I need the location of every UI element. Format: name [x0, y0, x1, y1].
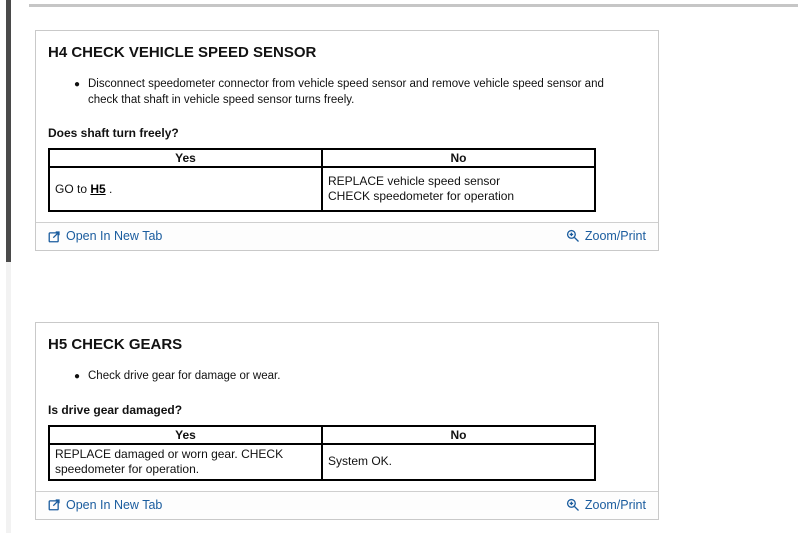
table-cell-yes [49, 444, 322, 480]
h5-reference-link[interactable]: H5 [90, 182, 106, 197]
zoom-print-label: Zoom/Print [584, 497, 646, 512]
bullet-icon: ● [74, 79, 81, 90]
open-in-new-tab-link[interactable] [48, 229, 162, 243]
cell-line: speedometer for operation. [55, 461, 200, 476]
open-in-new-tab-label: Open In New Tab [66, 497, 163, 512]
table-header-no: No [322, 426, 595, 444]
cell-line: REPLACE damaged or worn gear. CHECK [55, 446, 284, 461]
table-header-yes: Yes [49, 149, 322, 167]
procedure-card-h5 [35, 322, 659, 520]
card-title: H5 CHECK GEARS [48, 336, 183, 353]
cell-line: System OK. [328, 454, 393, 469]
bullet-item [74, 369, 637, 385]
table-header-yes: Yes [49, 426, 322, 444]
cell-line: REPLACE vehicle speed sensor [328, 174, 501, 189]
table-cell-no [322, 444, 595, 480]
bullet-text: Disconnect speedometer connector from vehicle speed sensor and remove vehicle speed sensor and check that shaft in vehicle speed sensor turns freely. [88, 78, 604, 106]
decision-table [48, 425, 596, 481]
bullet-item [74, 77, 637, 108]
card-title: H4 CHECK VEHICLE SPEED SENSOR [48, 44, 317, 61]
card-footer [36, 222, 658, 250]
zoom-print-label: Zoom/Print [584, 229, 646, 244]
question-text: Does shaft turn freely? [48, 126, 179, 141]
procedure-card-h4 [35, 30, 659, 251]
card-footer [36, 491, 658, 519]
zoom-print-link[interactable] [566, 498, 646, 512]
open-in-new-tab-icon [48, 230, 61, 243]
cell-line: CHECK speedometer for operation [328, 189, 515, 204]
question-text: Is drive gear damaged? [48, 402, 183, 417]
decision-table [48, 148, 596, 212]
open-in-new-tab-label: Open In New Tab [66, 229, 163, 244]
zoom-print-link[interactable] [566, 229, 646, 243]
table-cell-no [322, 167, 595, 211]
cell-text-prefix: GO to [55, 182, 91, 197]
bullet-icon: ● [74, 371, 81, 382]
zoom-icon [566, 498, 580, 512]
bullet-text: Check drive gear for damage or wear. [88, 370, 281, 382]
table-cell-yes [49, 167, 322, 211]
zoom-icon [566, 229, 580, 243]
scrollbar-thumb[interactable] [6, 0, 11, 262]
open-in-new-tab-icon [48, 498, 61, 511]
open-in-new-tab-link[interactable] [48, 498, 162, 512]
cell-text-suffix: . [105, 182, 113, 197]
table-header-no: No [322, 149, 595, 167]
top-divider [29, 4, 798, 7]
